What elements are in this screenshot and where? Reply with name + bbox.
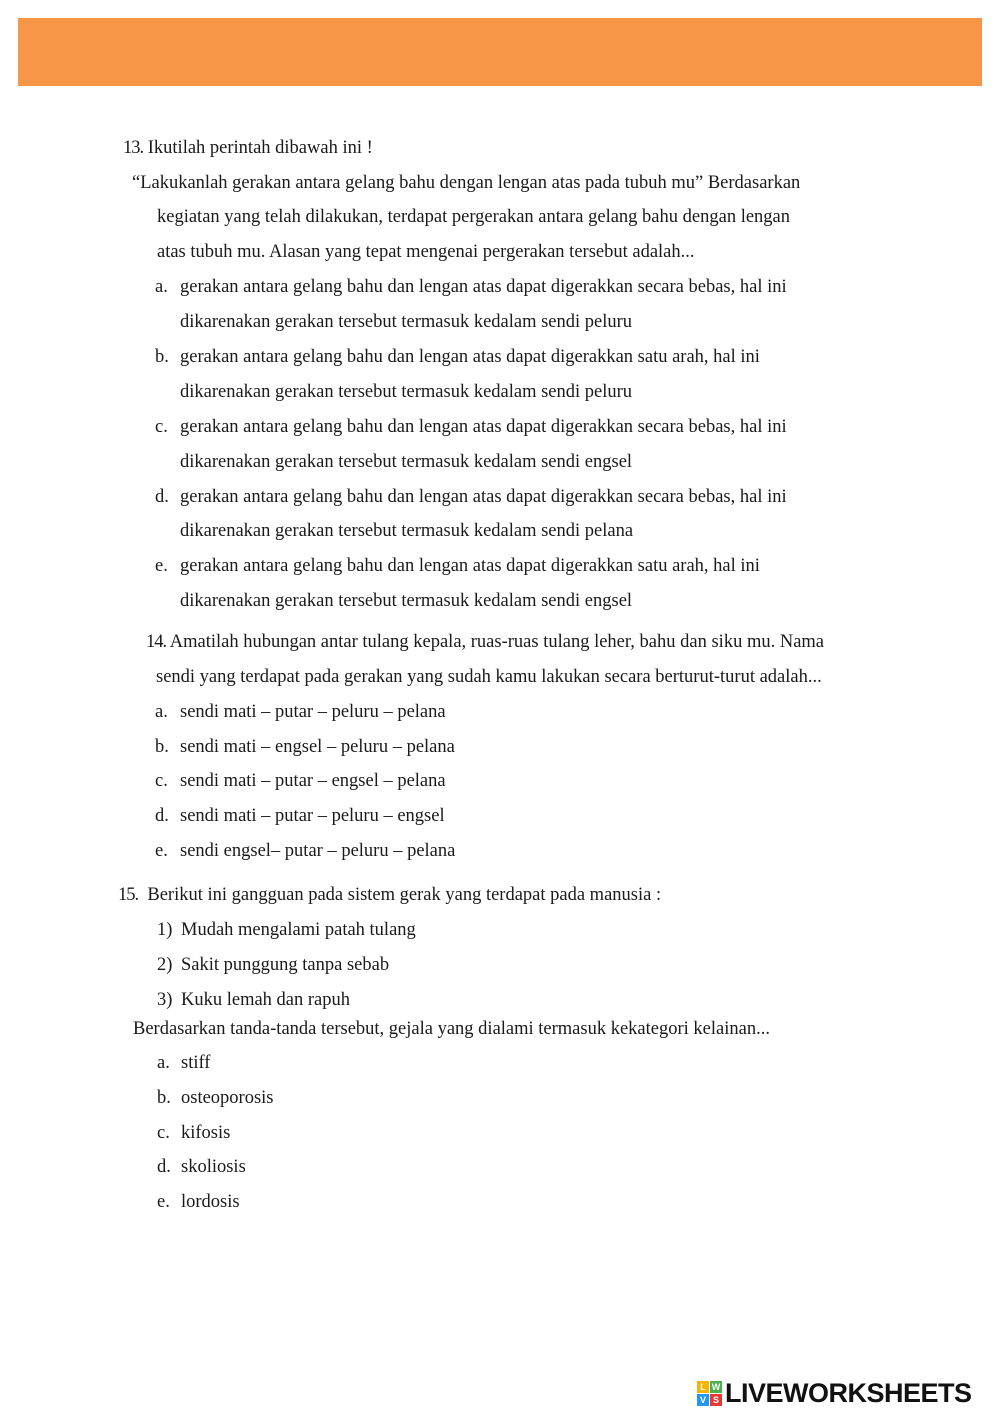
question-text: Ikutilah perintah dibawah ini !: [147, 138, 373, 158]
option-text: gerakan antara gelang bahu dan lengan atas dapat digerakkan secara bebas, hal ini: [180, 277, 787, 297]
logo-tile: W: [711, 1381, 721, 1392]
question-number: 14.: [146, 632, 167, 652]
option-letter: c.: [155, 417, 168, 437]
question-13-quote-line: kegiatan yang telah dilakukan, terdapat pergerakan antara gelang bahu dengan lengan: [157, 207, 791, 227]
option-text: sendi mati – putar – engsel – pelana: [180, 771, 446, 791]
symptom-text: Kuku lemah dan rapuh: [181, 990, 351, 1010]
question-13-quote-line: “Lakukanlah gerakan antara gelang bahu dengan lengan atas pada tubuh mu” Berdasarkan: [132, 173, 801, 193]
logo-tile: S: [710, 1394, 722, 1406]
option-text: osteoporosis: [181, 1088, 274, 1108]
option-text: kifosis: [181, 1123, 231, 1143]
liveworksheets-logo[interactable]: [697, 1378, 972, 1408]
option-letter: b.: [155, 347, 169, 367]
symptom-text: Sakit punggung tanpa sebab: [181, 955, 390, 975]
option-letter: d.: [155, 806, 169, 826]
question-13-quote-line: atas tubuh mu. Alasan yang tepat mengenai pergerakan tersebut adalah...: [157, 242, 695, 262]
option-letter: e.: [155, 556, 168, 576]
option-letter: a.: [157, 1053, 170, 1073]
option-letter: a.: [155, 277, 168, 297]
question-number: 15.: [118, 885, 139, 905]
option-text: sendi mati – engsel – peluru – pelana: [180, 737, 455, 757]
question-13-prompt: [123, 137, 373, 159]
question-text: Berikut ini gangguan pada sistem gerak yang terdapat pada manusia :: [147, 885, 662, 905]
option-text: sendi mati – putar – peluru – pelana: [180, 702, 446, 722]
logo-tile: L: [697, 1381, 709, 1393]
option-text: dikarenakan gerakan tersebut termasuk kedalam sendi peluru: [180, 312, 633, 332]
option-text: lordosis: [181, 1192, 240, 1212]
liveworksheets-logo-text: LIVEWORKSHEETS: [725, 1377, 972, 1408]
question-text: Amatilah hubungan antar tulang kepala, ruas-ruas tulang leher, bahu dan siku mu. Nama: [169, 632, 825, 652]
question-number: 13.: [123, 138, 144, 158]
option-letter: b.: [157, 1088, 171, 1108]
option-text: skoliosis: [181, 1157, 246, 1177]
option-letter: c.: [157, 1123, 170, 1143]
option-letter: c.: [155, 771, 168, 791]
option-letter: d.: [157, 1157, 171, 1177]
option-letter: d.: [155, 487, 169, 507]
logo-tile: V: [697, 1394, 709, 1406]
option-text: dikarenakan gerakan tersebut termasuk kedalam sendi engsel: [180, 591, 633, 611]
symptom-number: 2): [157, 955, 173, 975]
header-banner: [18, 18, 982, 86]
option-letter: e.: [155, 841, 168, 861]
option-letter: e.: [157, 1192, 170, 1212]
option-letter: b.: [155, 737, 169, 757]
option-text: gerakan antara gelang bahu dan lengan atas dapat digerakkan secara bebas, hal ini: [180, 487, 787, 507]
symptom-number: 3): [157, 990, 173, 1010]
option-text: dikarenakan gerakan tersebut termasuk kedalam sendi pelana: [180, 521, 634, 541]
option-text: gerakan antara gelang bahu dan lengan atas dapat digerakkan satu arah, hal ini: [180, 347, 760, 367]
question-text: sendi yang terdapat pada gerakan yang sudah kamu lakukan secara berturut-turut adalah...: [156, 667, 822, 687]
option-text: sendi mati – putar – peluru – engsel: [180, 806, 445, 826]
option-text: gerakan antara gelang bahu dan lengan atas dapat digerakkan secara bebas, hal ini: [180, 417, 787, 437]
option-text: sendi engsel– putar – peluru – pelana: [180, 841, 456, 861]
option-text: dikarenakan gerakan tersebut termasuk kedalam sendi peluru: [180, 382, 633, 402]
liveworksheets-logo-icon: [697, 1381, 722, 1406]
question-15-conclusion: Berdasarkan tanda-tanda tersebut, gejala yang dialami termasuk kekategori kelainan...: [133, 1019, 770, 1039]
option-letter: a.: [155, 702, 168, 722]
option-text: dikarenakan gerakan tersebut termasuk kedalam sendi engsel: [180, 452, 633, 472]
symptom-text: Mudah mengalami patah tulang: [181, 920, 416, 940]
option-text: gerakan antara gelang bahu dan lengan atas dapat digerakkan satu arah, hal ini: [180, 556, 760, 576]
question-14-prompt: [146, 631, 824, 653]
question-15-prompt: [118, 884, 661, 906]
symptom-number: 1): [157, 920, 173, 940]
option-text: stiff: [181, 1053, 211, 1073]
